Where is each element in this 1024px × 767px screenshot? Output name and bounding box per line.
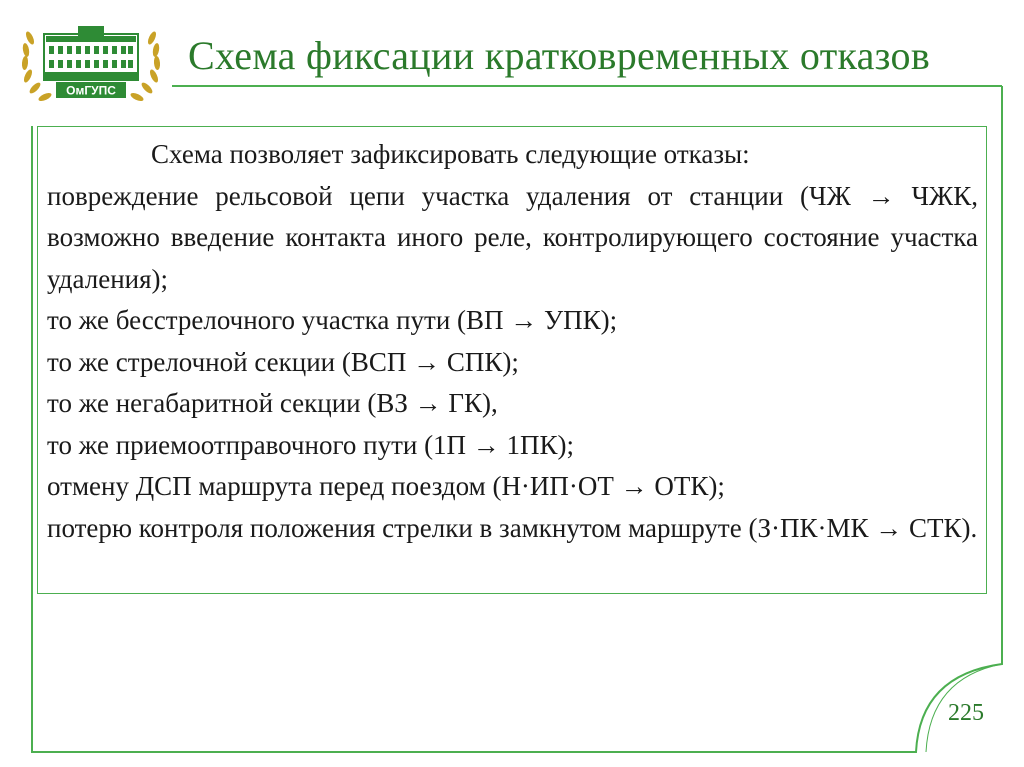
list-item: то же стрелочной секции (ВСП → СПК); (47, 346, 519, 377)
content-text (47, 134, 978, 549)
list-item: то же бесстрелочного участка пути (ВП → УПК); (47, 305, 618, 335)
omgups-logo (16, 18, 166, 110)
university-building-icon (44, 26, 138, 80)
list-item: отмену ДСП маршрута перед поездом (Н·ИП·ОТ → ОТК); (47, 471, 725, 501)
page-number: 225 (948, 700, 984, 726)
list-item: то же приемоотправочного пути (1П → 1ПК); (47, 429, 575, 460)
list-item: повреждение рельсовой цепи участка удаления от станции (ЧЖ → ЧЖК, возможно введение контакта иного реле, контролирующего состояние участка удаления); (47, 180, 978, 294)
logo-text: ОмГУПС (66, 83, 116, 98)
list-item: потерю контроля положения стрелки в замкнутом маршруте (З·ПК·МК → СТК). (47, 512, 978, 543)
intro-line: Схема позволяет зафиксировать следующие отказы: (151, 139, 750, 169)
slide-title: Схема фиксации кратковременных отказов (188, 33, 931, 78)
list-item: то же негабаритной секции (ВЗ → ГК), (47, 388, 498, 418)
